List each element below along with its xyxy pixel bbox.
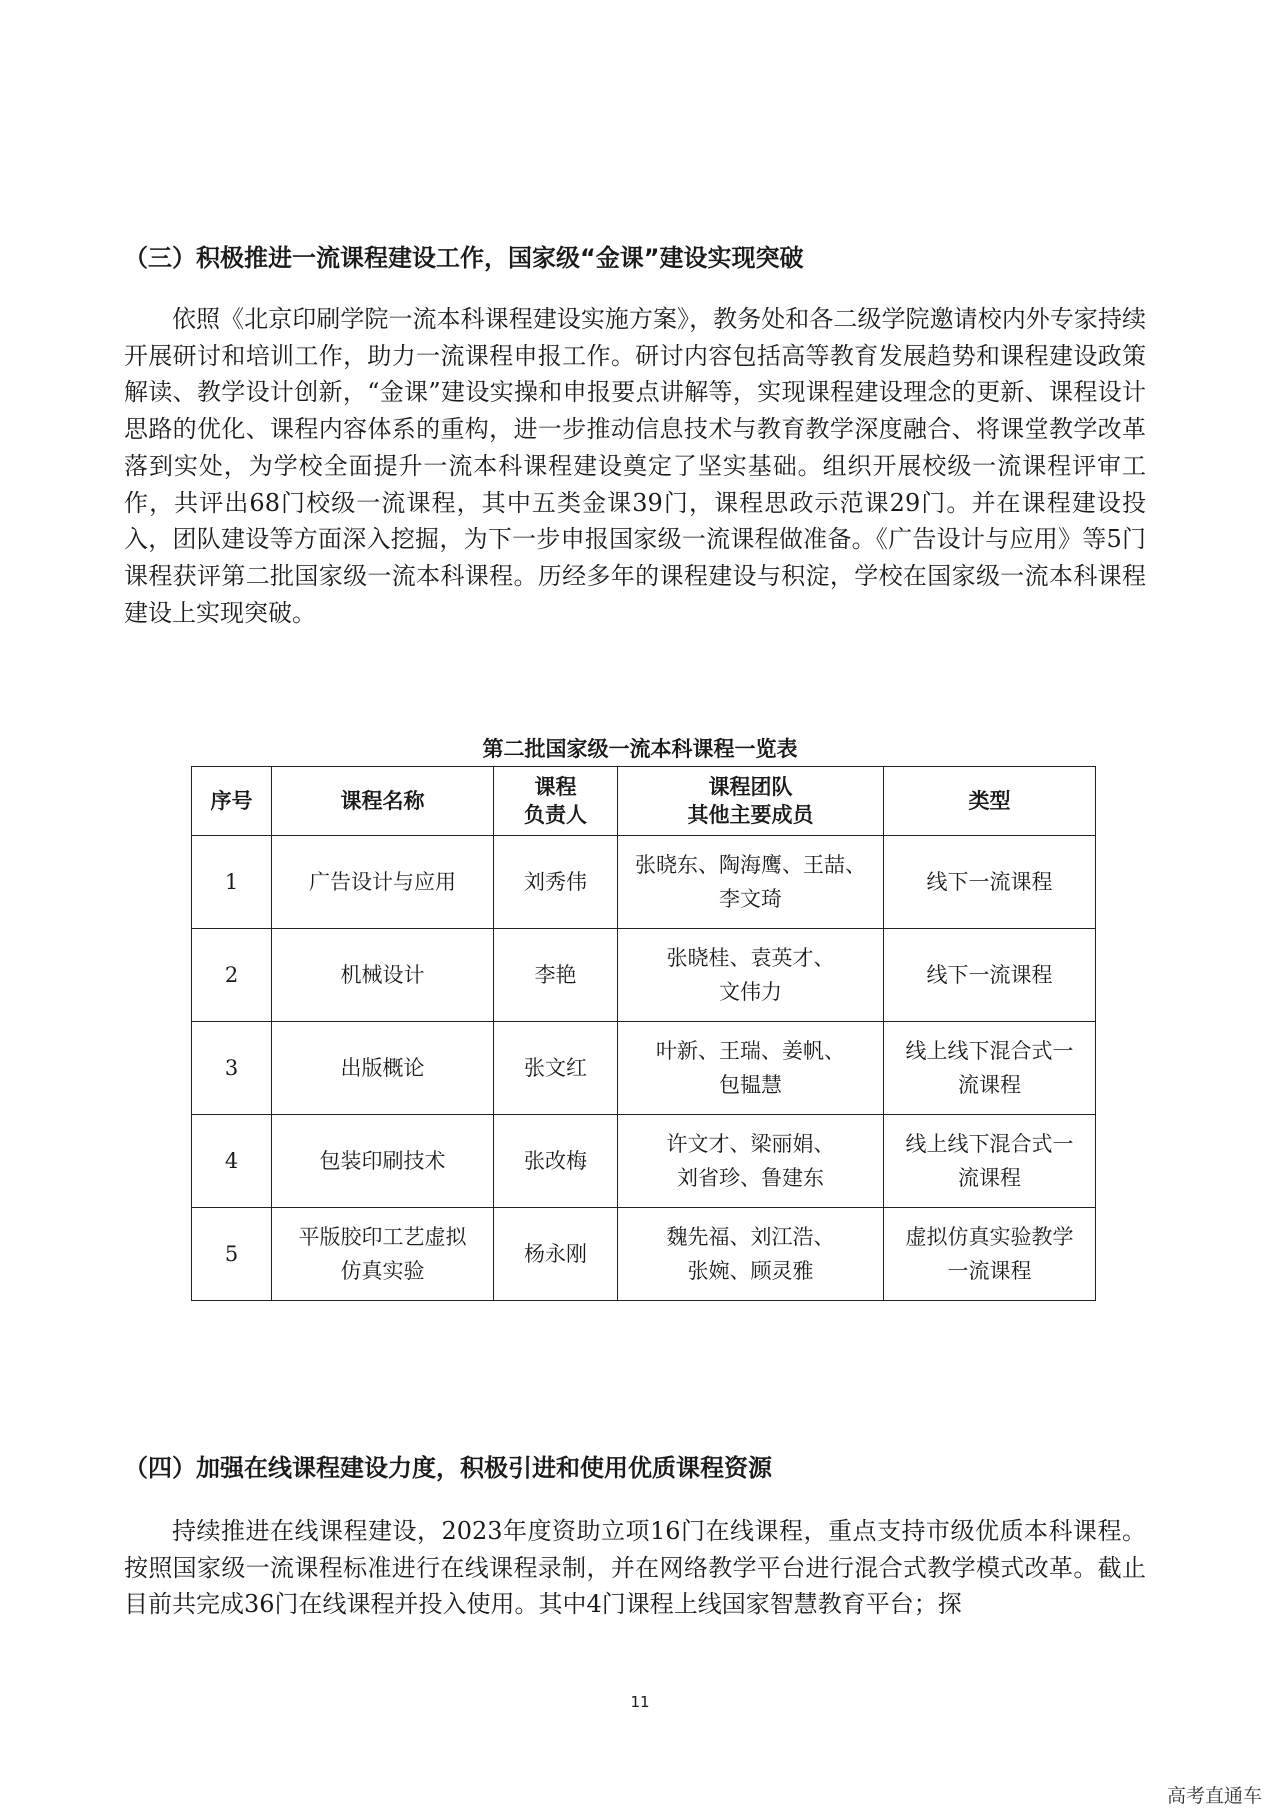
header-leader: [494, 767, 618, 836]
cell-team: [618, 836, 884, 929]
cell-type: [884, 929, 1096, 1022]
cell-index: 5: [192, 1208, 272, 1301]
header-leader-line-1: 课程: [534, 775, 577, 799]
header-team-line-1: 课程团队: [708, 775, 793, 799]
cell-course-name-line-1: 广告设计与应用: [309, 870, 456, 894]
cell-type-line-2: 流课程: [958, 1166, 1021, 1190]
cell-index: 2: [192, 929, 272, 1022]
table-row: [192, 929, 1096, 1022]
cell-team: [618, 1022, 884, 1115]
cell-team-line-2: 张婉、顾灵雅: [687, 1259, 814, 1283]
cell-leader: 刘秀伟: [494, 836, 618, 929]
cell-course-name: [272, 1208, 494, 1301]
cell-course-name-line-1: 机械设计: [340, 963, 425, 987]
cell-type-line-1: 线上线下混合式一: [905, 1132, 1074, 1156]
cell-type-line-1: 线上线下混合式一: [905, 1039, 1074, 1063]
cell-course-name: [272, 929, 494, 1022]
table-row: [192, 1115, 1096, 1208]
header-team-line-2: 其他主要成员: [687, 803, 814, 827]
cell-course-name: [272, 836, 494, 929]
cell-team: [618, 929, 884, 1022]
cell-team-line-2: 文伟力: [719, 980, 782, 1004]
cell-team-line-1: 张晓东、陶海鹰、王喆、: [635, 853, 866, 877]
cell-course-name-line-1: 平版胶印工艺虚拟: [298, 1225, 467, 1249]
cell-team-line-1: 魏先福、刘江浩、: [666, 1225, 835, 1249]
table-caption: 第二批国家级一流本科课程一览表: [482, 737, 798, 761]
header-course-name: 课程名称: [272, 767, 494, 836]
cell-type: [884, 836, 1096, 929]
cell-leader: 张文红: [494, 1022, 618, 1115]
cell-team-line-1: 叶新、王瑞、姜帆、: [656, 1039, 845, 1063]
cell-type-line-2: 流课程: [958, 1073, 1021, 1097]
cell-type: [884, 1115, 1096, 1208]
cell-type-line-2: 一流课程: [947, 1259, 1032, 1283]
cell-team-line-2: 刘省珍、鲁建东: [677, 1166, 824, 1190]
section-4-paragraph: 持续推进在线课程建设，2023年度资助立项16门在线课程，重点支持市级优质本科课程。按照国家级一流课程标准进行在线课程录制，并在网络教学平台进行混合式教学模式改革。截止目前共完成36门在线课程并投入使用。其中4门课程上线国家智慧教育平台；探: [124, 1517, 1146, 1619]
watermark: 高考直通车: [1166, 1785, 1262, 1807]
cell-leader: 杨永刚: [494, 1208, 618, 1301]
header-team: [618, 767, 884, 836]
cell-course-name-line-1: 出版概论: [340, 1056, 425, 1080]
table-row: [192, 1208, 1096, 1301]
section-3-paragraph: 依照《北京印刷学院一流本科课程建设实施方案》，教务处和各二级学院邀请校内外专家持续开展研讨和培训工作，助力一流课程申报工作。研讨内容包括高等教育发展趋势和课程建设政策解读、教学设计创新，“金课”建设实操和申报要点讲解等，实现课程建设理念的更新、课程设计思路的优化、课程内容体系的重构，进一步推动信息技术与教育教学深度融合、将课堂教学改革落到实处，为学校全面提升一流本科课程建设奠定了坚实基础。组织开展校级一流课程评审工作，共评出68门校级一流课程，其中五类金课39门，课程思政示范课29门。并在课程建设投入，团队建设等方面深入挖掘，为下一步申报国家级一流课程做准备。《广告设计与应用》等5门课程获评第二批国家级一流本科课程。历经多年的课程建设与积淀，学校在国家级一流本科课程建设上实现突破。: [124, 305, 1146, 627]
cell-team-line-2: 李文琦: [719, 887, 782, 911]
cell-type-line-1: 虚拟仿真实验教学: [905, 1225, 1074, 1249]
table-row: [192, 836, 1096, 929]
cell-index: 1: [192, 836, 272, 929]
cell-type: [884, 1022, 1096, 1115]
cell-team-line-1: 张晓桂、袁英才、: [666, 946, 835, 970]
section-3-heading: （三）积极推进一流课程建设工作，国家级“金课”建设实现突破: [124, 244, 804, 272]
section-4-heading: （四）加强在线课程建设力度，积极引进和使用优质课程资源: [124, 1454, 772, 1482]
page-number: 11: [630, 1693, 650, 1711]
cell-leader: 李艳: [494, 929, 618, 1022]
header-leader-line-2: 负责人: [524, 803, 587, 827]
course-table: [191, 766, 1096, 1301]
cell-course-name: [272, 1115, 494, 1208]
cell-team-line-2: 包韫慧: [719, 1073, 782, 1097]
cell-type: [884, 1208, 1096, 1301]
cell-team: [618, 1208, 884, 1301]
cell-course-name: [272, 1022, 494, 1115]
cell-index: 4: [192, 1115, 272, 1208]
cell-team: [618, 1115, 884, 1208]
cell-course-name-line-2: 仿真实验: [340, 1259, 425, 1283]
cell-leader: 张改梅: [494, 1115, 618, 1208]
cell-course-name-line-1: 包装印刷技术: [319, 1149, 446, 1173]
table-header-row: [192, 767, 1096, 836]
cell-team-line-1: 许文才、梁丽娟、: [666, 1132, 835, 1156]
header-type: 类型: [884, 767, 1096, 836]
cell-type-line-1: 线下一流课程: [926, 963, 1053, 987]
table-row: [192, 1022, 1096, 1115]
header-index: 序号: [192, 767, 272, 836]
cell-type-line-1: 线下一流课程: [926, 870, 1053, 894]
cell-index: 3: [192, 1022, 272, 1115]
